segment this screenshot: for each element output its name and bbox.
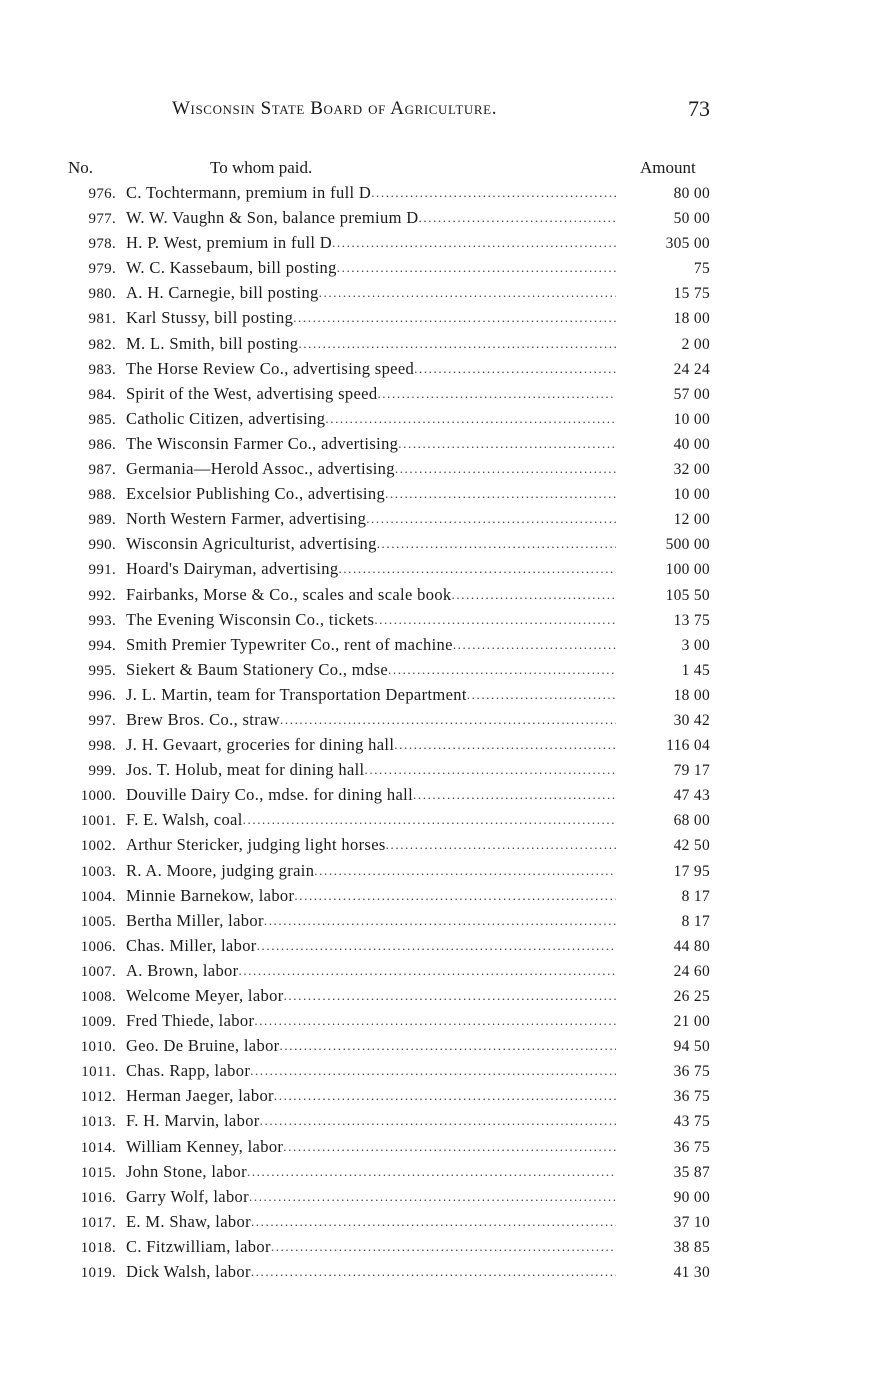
amount-value: 37 10 bbox=[673, 1213, 710, 1231]
dot-leader bbox=[388, 657, 616, 682]
amount-value: 40 00 bbox=[673, 435, 710, 453]
payee-cell bbox=[126, 983, 616, 1008]
payee-text: The Evening Wisconsin Co., tickets bbox=[126, 609, 375, 629]
ledger-row bbox=[60, 858, 740, 883]
dot-leader bbox=[365, 757, 617, 782]
payee-text: Minnie Barnekow, labor bbox=[126, 885, 295, 905]
dot-leader bbox=[257, 933, 616, 958]
ledger-row bbox=[60, 1058, 740, 1083]
voucher-number: 1008. bbox=[80, 989, 116, 1005]
payee-text: John Stone, labor bbox=[126, 1161, 247, 1181]
payee-text: Herman Jaeger, labor bbox=[126, 1086, 274, 1106]
payee-cell bbox=[126, 682, 616, 707]
ledger-row bbox=[60, 607, 740, 632]
voucher-number: 1006. bbox=[80, 938, 116, 955]
payee-text: Brew Bros. Co., straw bbox=[126, 709, 281, 729]
running-head: Wisconsin State Board of Agriculture. bbox=[172, 98, 498, 119]
ledger-row bbox=[60, 280, 740, 305]
payee-text: C. Fitzwilliam, labor bbox=[126, 1236, 271, 1256]
voucher-number: 1019. bbox=[80, 1265, 116, 1282]
amount-value: 10 00 bbox=[673, 410, 710, 428]
amount-value: 68 00 bbox=[673, 812, 710, 830]
payee-cell bbox=[126, 582, 616, 607]
voucher-number: 1010. bbox=[80, 1039, 116, 1056]
amount-value: 44 80 bbox=[673, 937, 710, 955]
payee-text: Dick Walsh, labor bbox=[126, 1262, 251, 1282]
voucher-number: 985. bbox=[88, 411, 116, 428]
dot-leader bbox=[371, 180, 616, 205]
amount-value: 80 00 bbox=[673, 185, 710, 202]
ledger-row bbox=[60, 431, 740, 456]
voucher-number: 1015. bbox=[80, 1164, 116, 1181]
dot-leader bbox=[249, 1184, 616, 1209]
payee-text: Karl Stussy, bill posting bbox=[126, 308, 294, 328]
ledger-row bbox=[60, 933, 740, 958]
payee-text: M. L. Smith, bill posting bbox=[126, 333, 299, 353]
payee-cell bbox=[126, 531, 616, 556]
payee-cell bbox=[126, 757, 616, 782]
payee-text: Siekert & Baum Stationery Co., mdse bbox=[126, 659, 389, 679]
amount-value: 36 75 bbox=[673, 1138, 710, 1156]
ledger-row bbox=[60, 506, 740, 531]
voucher-number: 987. bbox=[88, 462, 116, 479]
payee-cell bbox=[126, 1134, 616, 1159]
voucher-number: 982. bbox=[88, 336, 116, 353]
ledger-row bbox=[60, 1134, 740, 1159]
amount-value: 75 bbox=[693, 260, 710, 278]
dot-leader bbox=[377, 531, 616, 556]
amount-value: 500 00 bbox=[665, 536, 710, 554]
amount-value: 41 30 bbox=[673, 1264, 710, 1282]
payee-text: Hoard's Dairyman, advertising bbox=[126, 559, 339, 579]
payee-cell bbox=[126, 305, 616, 330]
payee-cell bbox=[126, 883, 616, 908]
voucher-number: 1017. bbox=[80, 1214, 116, 1231]
payee-text: The Wisconsin Farmer Co., advertising bbox=[126, 433, 399, 453]
payee-text: F. H. Marvin, labor bbox=[126, 1111, 260, 1131]
amount-value: 100 00 bbox=[665, 561, 710, 579]
dot-leader bbox=[366, 506, 616, 531]
voucher-number: 1014. bbox=[80, 1139, 116, 1156]
amount-value: 15 75 bbox=[673, 285, 710, 303]
payee-text: Douville Dairy Co., mdse. for dining hall bbox=[126, 785, 414, 805]
voucher-number: 1003. bbox=[80, 863, 116, 880]
dot-leader bbox=[247, 1159, 616, 1184]
ledger-row bbox=[60, 657, 740, 682]
dot-leader bbox=[413, 782, 616, 807]
voucher-number: 996. bbox=[88, 687, 116, 704]
ledger-row bbox=[60, 556, 740, 581]
dot-leader bbox=[271, 1234, 616, 1259]
payee-cell bbox=[126, 180, 616, 205]
payee-text: J. L. Martin, team for Transportation Department bbox=[126, 684, 467, 704]
ledger-row bbox=[60, 531, 740, 556]
dot-leader bbox=[414, 356, 616, 381]
voucher-number: 1011. bbox=[81, 1064, 116, 1081]
ledger-row bbox=[60, 883, 740, 908]
voucher-number: 993. bbox=[88, 612, 116, 629]
dot-leader bbox=[260, 1108, 616, 1133]
payee-cell bbox=[126, 657, 616, 682]
amount-value: 3 00 bbox=[681, 636, 710, 654]
dot-leader bbox=[377, 381, 616, 406]
amount-value: 79 17 bbox=[673, 762, 710, 780]
dot-leader bbox=[314, 858, 616, 883]
amount-value: 18 00 bbox=[673, 686, 710, 704]
column-header-payee: To whom paid. bbox=[210, 158, 313, 177]
payee-text: North Western Farmer, advertising bbox=[126, 509, 367, 529]
dot-leader bbox=[386, 832, 616, 857]
voucher-number: 1005. bbox=[80, 913, 116, 930]
amount-value: 21 00 bbox=[673, 1013, 710, 1031]
ledger-row bbox=[60, 1184, 740, 1209]
payee-cell bbox=[126, 958, 616, 983]
voucher-number: 1009. bbox=[80, 1014, 116, 1031]
ledger-row bbox=[60, 757, 740, 782]
amount-value: 38 85 bbox=[673, 1238, 710, 1256]
voucher-number: 1013. bbox=[80, 1114, 116, 1131]
payee-text: W. W. Vaughn & Son, balance premium D bbox=[126, 208, 419, 228]
dot-leader bbox=[325, 406, 616, 431]
payee-text: A. Brown, labor bbox=[126, 960, 239, 980]
payee-cell bbox=[126, 356, 616, 381]
payee-cell bbox=[126, 1058, 616, 1083]
ledger-row bbox=[60, 707, 740, 732]
voucher-number: 986. bbox=[88, 436, 116, 453]
ledger-table bbox=[60, 180, 740, 1284]
payee-cell bbox=[126, 1008, 616, 1033]
amount-value: 57 00 bbox=[673, 385, 710, 403]
payee-text: H. P. West, premium in full D bbox=[126, 233, 333, 253]
payee-cell bbox=[126, 832, 616, 857]
ledger-row bbox=[60, 1008, 740, 1033]
voucher-number: 1007. bbox=[80, 963, 116, 980]
dot-leader bbox=[251, 1209, 616, 1234]
voucher-number: 994. bbox=[88, 637, 116, 654]
voucher-number: 976. bbox=[88, 186, 116, 202]
voucher-number: 978. bbox=[88, 236, 116, 253]
ledger-row bbox=[60, 983, 740, 1008]
ledger-row bbox=[60, 456, 740, 481]
payee-text: Welcome Meyer, labor bbox=[126, 986, 284, 1005]
payee-cell bbox=[126, 456, 616, 481]
amount-value: 26 25 bbox=[673, 988, 710, 1005]
ledger-row bbox=[60, 1209, 740, 1234]
payee-cell bbox=[126, 381, 616, 406]
voucher-number: 992. bbox=[88, 587, 116, 604]
payee-text: Geo. De Bruine, labor bbox=[126, 1036, 280, 1056]
voucher-number: 1002. bbox=[80, 838, 116, 855]
payee-cell bbox=[126, 506, 616, 531]
amount-value: 94 50 bbox=[673, 1038, 710, 1056]
payee-text: Excelsior Publishing Co., advertising bbox=[126, 484, 386, 504]
payee-text: Bertha Miller, labor bbox=[126, 910, 264, 930]
voucher-number: 1001. bbox=[80, 813, 116, 830]
dot-leader bbox=[452, 582, 616, 607]
voucher-number: 1016. bbox=[80, 1189, 116, 1206]
voucher-number: 1004. bbox=[80, 888, 116, 905]
ledger-row bbox=[60, 908, 740, 933]
voucher-number: 990. bbox=[88, 537, 116, 554]
dot-leader bbox=[374, 607, 616, 632]
payee-cell bbox=[126, 205, 616, 230]
ledger-row bbox=[60, 582, 740, 607]
payee-cell bbox=[126, 782, 616, 807]
ledger-row bbox=[60, 732, 740, 757]
amount-value: 105 50 bbox=[665, 586, 710, 604]
ledger-row bbox=[60, 1033, 740, 1058]
amount-value: 30 42 bbox=[673, 711, 710, 729]
payee-cell bbox=[126, 481, 616, 506]
payee-text: W. C. Kassebaum, bill posting bbox=[126, 258, 337, 278]
payee-cell bbox=[126, 1033, 616, 1058]
voucher-number: 999. bbox=[88, 763, 116, 780]
column-header-amount: Amount bbox=[640, 158, 696, 177]
payee-text: C. Tochtermann, premium in full D bbox=[126, 183, 372, 202]
payee-cell bbox=[126, 406, 616, 431]
dot-leader bbox=[280, 707, 616, 732]
voucher-number: 977. bbox=[88, 211, 116, 228]
dot-leader bbox=[250, 1058, 616, 1083]
amount-value: 12 00 bbox=[673, 511, 710, 529]
amount-value: 8 17 bbox=[681, 912, 710, 930]
ledger-row bbox=[60, 1234, 740, 1259]
payee-cell bbox=[126, 632, 616, 657]
dot-leader bbox=[338, 556, 616, 581]
voucher-number: 980. bbox=[88, 286, 116, 303]
amount-value: 24 24 bbox=[673, 360, 710, 378]
payee-text: J. H. Gevaart, groceries for dining hall bbox=[126, 735, 395, 755]
ledger-row bbox=[60, 205, 740, 230]
payee-cell bbox=[126, 933, 616, 958]
payee-text: Chas. Miller, labor bbox=[126, 935, 257, 955]
voucher-number: 1012. bbox=[80, 1089, 116, 1106]
dot-leader bbox=[243, 807, 616, 832]
ledger-row bbox=[60, 807, 740, 832]
dot-leader bbox=[398, 431, 616, 456]
amount-value: 2 00 bbox=[681, 335, 710, 353]
dot-leader bbox=[385, 481, 616, 506]
voucher-number: 991. bbox=[88, 562, 116, 579]
voucher-number: 984. bbox=[88, 386, 116, 403]
amount-value: 42 50 bbox=[673, 837, 710, 855]
amount-value: 50 00 bbox=[673, 210, 710, 228]
payee-text: Wisconsin Agriculturist, advertising bbox=[126, 534, 377, 554]
dot-leader bbox=[264, 908, 616, 933]
payee-text: Arthur Stericker, judging light horses bbox=[126, 835, 386, 855]
amount-value: 1 45 bbox=[681, 661, 710, 679]
payee-cell bbox=[126, 858, 616, 883]
ledger-row bbox=[60, 230, 740, 255]
voucher-number: 981. bbox=[88, 311, 116, 328]
ledger-row bbox=[60, 1259, 740, 1284]
voucher-number: 989. bbox=[88, 512, 116, 529]
amount-value: 90 00 bbox=[673, 1188, 710, 1206]
dot-leader bbox=[251, 1259, 616, 1284]
payee-text: Spirit of the West, advertising speed bbox=[126, 383, 378, 403]
payee-text: Fairbanks, Morse & Co., scales and scale book bbox=[126, 584, 452, 604]
payee-cell bbox=[126, 1159, 616, 1184]
dot-leader bbox=[319, 280, 616, 305]
voucher-number: 979. bbox=[88, 261, 116, 278]
payee-text: E. M. Shaw, labor bbox=[126, 1211, 251, 1231]
amount-value: 17 95 bbox=[673, 862, 710, 880]
payee-cell bbox=[126, 431, 616, 456]
amount-value: 116 04 bbox=[666, 737, 710, 755]
payee-cell bbox=[126, 331, 616, 356]
payee-cell bbox=[126, 807, 616, 832]
payee-cell bbox=[126, 1108, 616, 1133]
payee-cell bbox=[126, 908, 616, 933]
payee-text: Smith Premier Typewriter Co., rent of machine bbox=[126, 634, 453, 654]
payee-text: William Kenney, labor bbox=[126, 1136, 284, 1156]
voucher-number: 983. bbox=[88, 361, 116, 378]
payee-cell bbox=[126, 1083, 616, 1108]
dot-leader bbox=[283, 1134, 616, 1159]
payee-text: R. A. Moore, judging grain bbox=[126, 860, 315, 880]
amount-value: 36 75 bbox=[673, 1063, 710, 1081]
payee-cell bbox=[126, 1234, 616, 1259]
ledger-row bbox=[60, 1159, 740, 1184]
ledger-row bbox=[60, 958, 740, 983]
payee-cell bbox=[126, 1259, 616, 1284]
payee-cell bbox=[126, 1209, 616, 1234]
voucher-number: 988. bbox=[88, 487, 116, 504]
dot-leader bbox=[467, 682, 616, 707]
dot-leader bbox=[274, 1083, 616, 1108]
payee-cell bbox=[126, 255, 616, 280]
dot-leader bbox=[284, 983, 616, 1008]
ledger-row bbox=[60, 832, 740, 857]
payee-text: Catholic Citizen, advertising bbox=[126, 408, 326, 428]
dot-leader bbox=[294, 883, 616, 908]
dot-leader bbox=[293, 305, 616, 330]
ledger-row bbox=[60, 682, 740, 707]
payee-cell bbox=[126, 556, 616, 581]
dot-leader bbox=[332, 230, 616, 255]
amount-value: 24 60 bbox=[673, 962, 710, 980]
amount-value: 43 75 bbox=[673, 1113, 710, 1131]
payee-cell bbox=[126, 1184, 616, 1209]
dot-leader bbox=[394, 732, 616, 757]
ledger-row bbox=[60, 1083, 740, 1108]
voucher-number: 1000. bbox=[80, 788, 116, 805]
amount-value: 10 00 bbox=[673, 486, 710, 504]
ledger-row bbox=[60, 356, 740, 381]
page-number: 73 bbox=[688, 96, 710, 121]
payee-cell bbox=[126, 230, 616, 255]
payee-cell bbox=[126, 280, 616, 305]
payee-cell bbox=[126, 732, 616, 757]
payee-text: Chas. Rapp, labor bbox=[126, 1061, 251, 1081]
payee-text: Garry Wolf, labor bbox=[126, 1186, 249, 1206]
amount-value: 47 43 bbox=[673, 787, 710, 805]
voucher-number: 997. bbox=[88, 712, 116, 729]
ledger-row bbox=[60, 305, 740, 330]
payee-text: Jos. T. Holub, meat for dining hall bbox=[126, 760, 365, 780]
dot-leader bbox=[395, 456, 616, 481]
ledger-row bbox=[60, 381, 740, 406]
voucher-number: 1018. bbox=[80, 1239, 116, 1256]
dot-leader bbox=[337, 255, 616, 280]
ledger-row bbox=[60, 406, 740, 431]
dot-leader bbox=[298, 331, 616, 356]
payee-text: The Horse Review Co., advertising speed bbox=[126, 358, 415, 378]
payee-text: F. E. Walsh, coal bbox=[126, 810, 243, 830]
ledger-row bbox=[60, 1108, 740, 1133]
dot-leader bbox=[419, 205, 616, 230]
amount-value: 32 00 bbox=[673, 461, 710, 479]
amount-value: 305 00 bbox=[665, 235, 710, 253]
ledger-row bbox=[60, 782, 740, 807]
amount-value: 18 00 bbox=[673, 310, 710, 328]
ledger-row bbox=[60, 180, 740, 205]
column-header-no: No. bbox=[68, 158, 94, 177]
amount-value: 36 75 bbox=[673, 1088, 710, 1106]
amount-value: 8 17 bbox=[681, 887, 710, 905]
payee-cell bbox=[126, 707, 616, 732]
amount-value: 35 87 bbox=[673, 1163, 710, 1181]
payee-text: Fred Thiede, labor bbox=[126, 1011, 255, 1031]
dot-leader bbox=[453, 632, 616, 657]
payee-text: A. H. Carnegie, bill posting bbox=[126, 283, 319, 303]
ledger-row bbox=[60, 632, 740, 657]
payee-cell bbox=[126, 607, 616, 632]
voucher-number: 995. bbox=[88, 662, 116, 679]
dot-leader bbox=[280, 1033, 616, 1058]
voucher-number: 998. bbox=[88, 738, 116, 755]
ledger-row bbox=[60, 255, 740, 280]
payee-text: Germania—Herold Assoc., advertising bbox=[126, 459, 395, 479]
dot-leader bbox=[254, 1008, 616, 1033]
ledger-row bbox=[60, 481, 740, 506]
dot-leader bbox=[238, 958, 616, 983]
amount-value: 13 75 bbox=[673, 611, 710, 629]
ledger-row bbox=[60, 331, 740, 356]
